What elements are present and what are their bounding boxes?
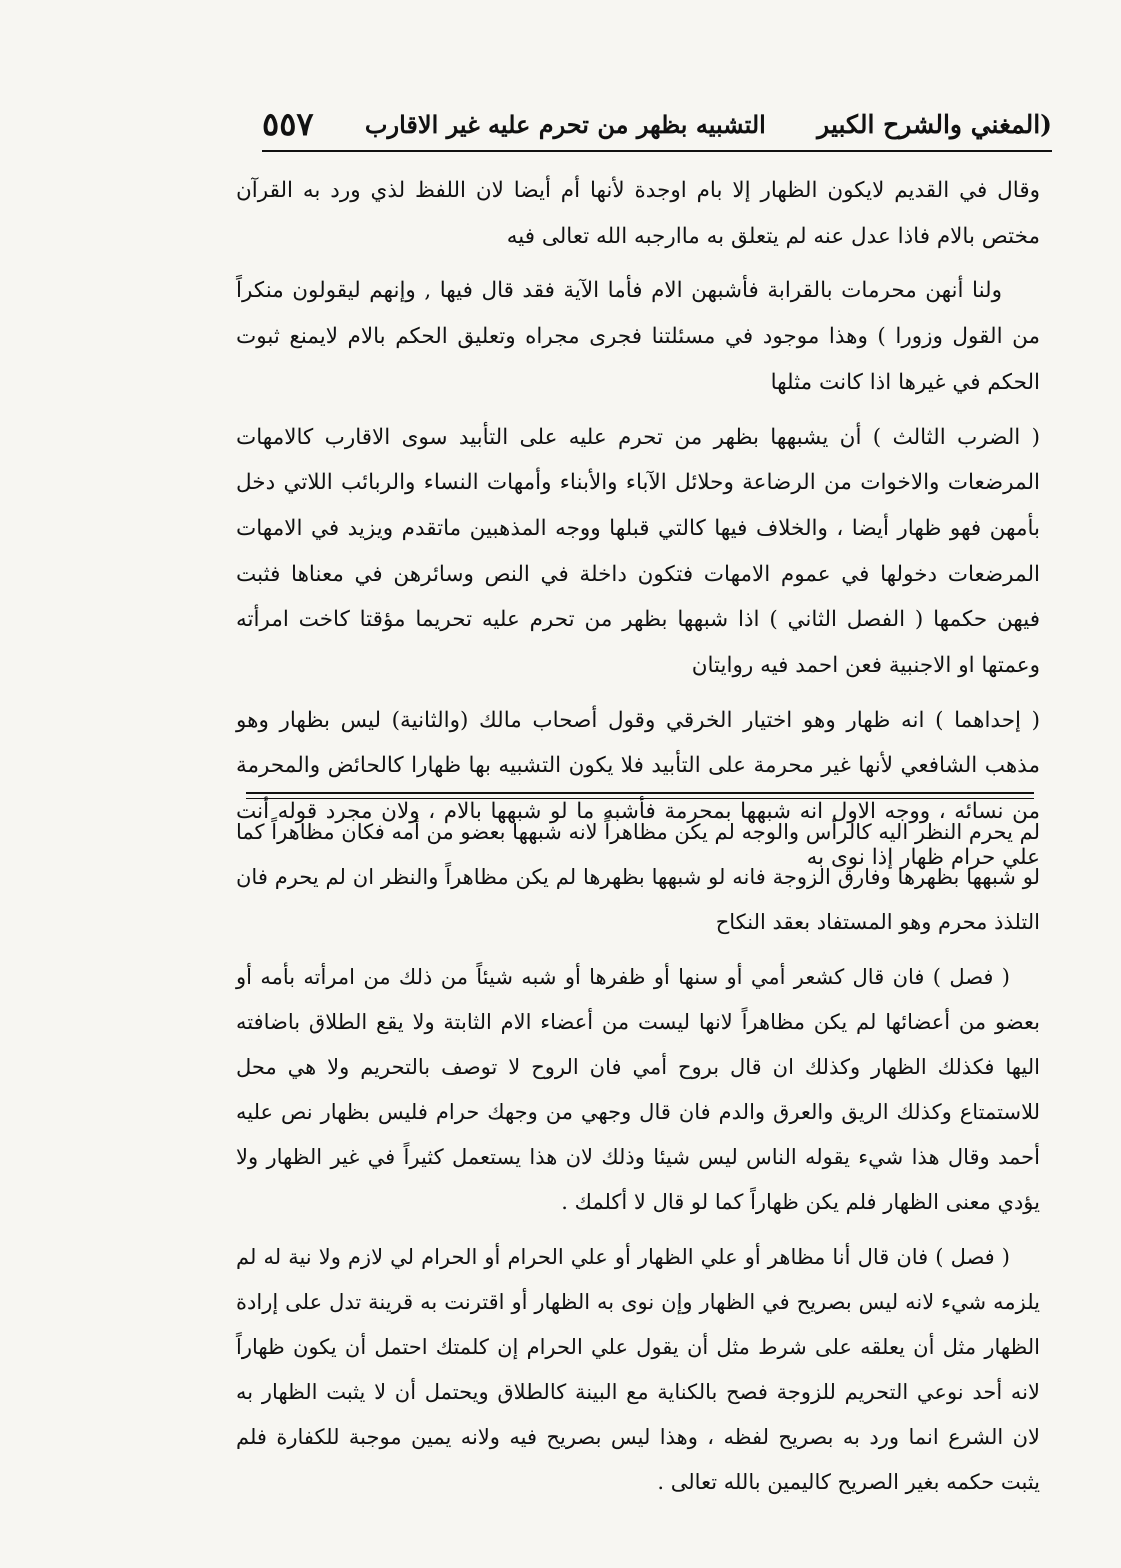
commentary-paragraph-2: ( فصل ) فان قال كشعر أمي أو سنها أو ظفرها أو شبه شيئاً من ذلك من امرأته بأمه أو بعضو من أعضائها لم يكن مظاهراً لانها ليست من أعضاء الام الثابتة ولا يقع الطلاق باضافته اليها فكذلك الظهار وكذلك ان قال بروح أمي فان الروح لا توصف بالتحريم ولا هي محل للاستمتاع وكذلك الريق والعرق والدم فان قال وجهي من وجهك حرام فليس بظهار نص عليه أحمد وقال هذا شيء يقوله الناس ليس شيئا وذلك لان هذا يستعمل كثيراً في غير الظهار ولا يؤدي معنى الظهار فلم يكن ظهاراً كما لو قال لا أكلمك . <box>236 965 1040 1214</box>
section-divider <box>246 792 1034 799</box>
main-paragraph-2: ولنا أنهن محرمات بالقرابة فأشبهن الام فأما الآية فقد قال فيها , وإنهم ليقولون منكراً من القول وزورا ) وهذا موجود في مسئلتنا فجرى مجراه وتعليق الحكم بالام لايمنع ثبوت الحكم في غيرها اذا كانت مثلها <box>236 278 1040 395</box>
main-paragraph-3: ( الضرب الثالث ) أن يشبهها بظهر من تحرم عليه على التأبيد سوى الاقارب كالامهات المرضعات والاخوات من الرضاعة وحلائل الآباء والأبناء وأمهات النساء والربائب اللاتي دخل بأمهن فهو ظهار أيضا ، والخلاف فيها كالتي قبلها ووجه المذهبين ماتقدم ويزيد في الامهات المرضعات دخولها في عموم الامهات فتكون داخلة في النص وسائرهن في معناها فثبت فيهن حكمها ( الفصل الثاني ) اذا شبهها بظهر من تحرم عليه تحريما مؤقتا كاخت امرأته وعمتها او الاجنبية فعن احمد فيه روايتان <box>236 424 1040 679</box>
book-title: (المغني والشرح الكبير <box>817 109 1052 139</box>
commentary-paragraph-3: ( فصل ) فان قال أنا مظاهر أو علي الظهار أو علي الحرام أو الحرام لي لازم ولا نية له لم يلزمه شيء لانه ليس بصريح في الظهار وإن نوى به الظهار أو اقترنت به قرينة تدل على إرادة الظهار مثل أن يعلقه على شرط مثل أن يقول علي الحرام إن كلمتك احتمل أن يكون ظهاراً لانه أحد نوعي التحريم للزوجة فصح بالكناية مع البينة كالطلاق ويحتمل أن لا يثبت الظهار به لان الشرع انما ورد به بصريح لفظه ، وهذا ليس بصريح فيه ولانه يمين موجبة للكفارة فلم يثبت حكمه بغير الصريح كاليمين بالله تعالى . <box>236 1245 1040 1494</box>
main-paragraph-1: وقال في القديم لايكون الظهار إلا بام اوجدة لأنها أم أيضا لان اللفظ لذي ورد به القرآن مختص بالام فاذا عدل عنه لم يتعلق به ماارجبه الله تعالى فيه <box>236 178 1040 249</box>
commentary-text <box>236 810 1040 1515</box>
main-text <box>236 168 1040 890</box>
running-header <box>262 98 1052 152</box>
divider-line-thick <box>246 792 1034 794</box>
chapter-title: التشبيه بظهر من تحرم عليه غير الاقارب <box>364 109 766 139</box>
divider-line-thin <box>246 798 1034 799</box>
commentary-paragraph-1: لم يحرم النظر اليه كالرأس والوجه لم يكن مظاهراً لانه شبهها بعضو من أمه فكان مظاهراً كما لو شبهها بظهرها وفارق الزوجة فانه لو شبهها بظهرها لم يكن مظاهراً والنظر ان لم يحرم فان التلذذ محرم وهو المستفاد بعقد النكاح <box>236 820 1040 934</box>
page-number: ٥٥٧ <box>262 105 314 143</box>
main-paragraph-4: ( إحداهما ) انه ظهار وهو اختيار الخرقي وقول أصحاب مالك (والثانية) ليس بظهار وهو مذهب الشافعي لأنها غير محرمة على التأبيد فلا يكون التشبيه بها ظهارا كالحائض والمحرمة من نسائه ، ووجه الاول انه شبهها بمحرمة فأشبه ما لو شبهها بالام ، ولان مجرد قوله أنت علي حرام ظهار إذا نوى به <box>236 707 1040 870</box>
